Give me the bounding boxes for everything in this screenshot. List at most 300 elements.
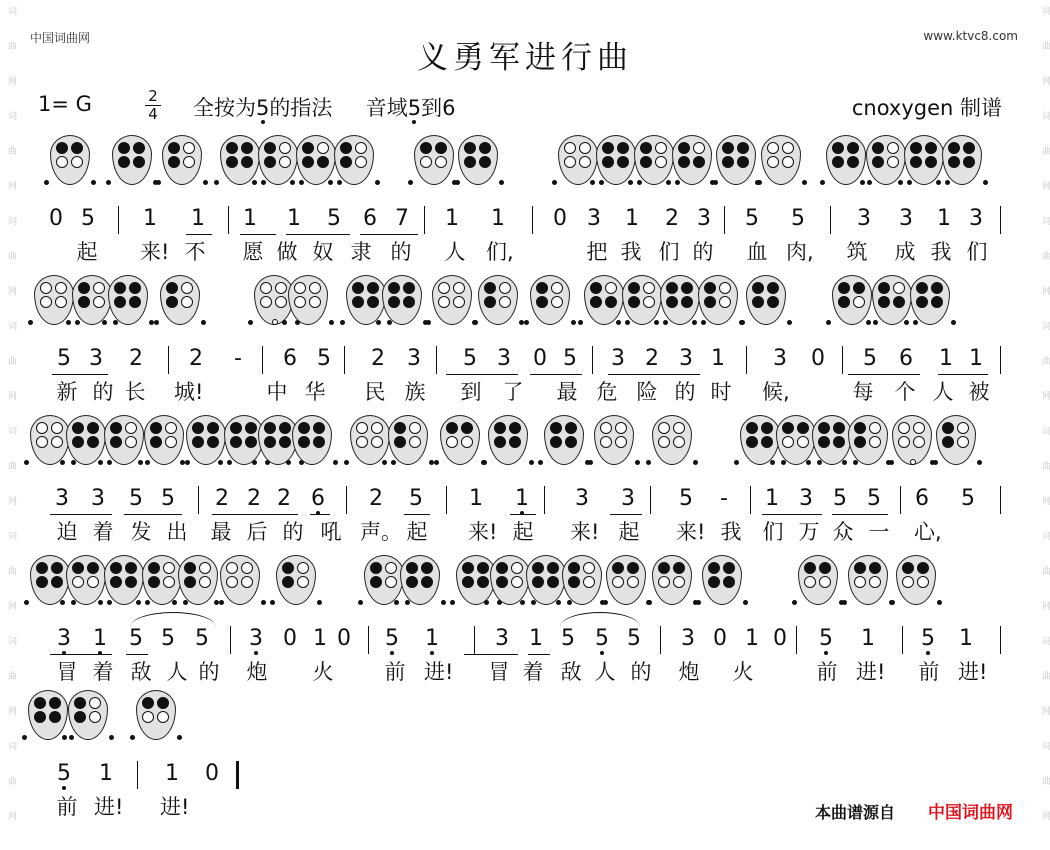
lyric: 的 [674,380,696,404]
bar-line [262,346,263,374]
lyric: 的 [282,520,304,544]
ocarina-hole [853,296,865,308]
thumb-hole-dot [452,180,457,185]
note: 5 [791,206,805,231]
note: 3 [799,486,813,511]
watermark-char: 网 [6,391,16,400]
watermark-char: 网 [6,286,16,295]
lyric: 长 [124,380,146,404]
thumb-hole-dot [734,460,739,465]
ocarina-hole [673,422,685,434]
lyric: 血 [746,240,768,264]
ocarina-fingering-icon [488,415,528,467]
ocarina-hole [536,282,548,294]
ocarina-hole [275,282,287,294]
ocarina-hole [114,282,126,294]
ocarina-hole [181,296,193,308]
ocarina-hole [547,562,559,574]
ocarina-hole [847,156,859,168]
watermark-char: 曲 [6,671,16,680]
thumb-hole-dot [154,320,159,325]
ocarina-hole [356,436,368,448]
open-subhole [272,319,278,325]
ocarina-hole [942,422,954,434]
note: 5 [561,626,575,651]
thumb-hole-dot [177,735,182,740]
watermark-char: 网 [1040,286,1050,295]
ocarina-hole [704,296,716,308]
ocarina-hole [150,422,162,434]
watermark-char: 网 [6,706,16,715]
ocarina-hole [56,156,68,168]
thumb-holes [755,180,807,185]
thumb-holes [282,320,334,325]
ocarina-hole [150,436,162,448]
underline-beam [510,514,536,515]
thumb-hole-dot [261,600,266,605]
ocarina-hole [388,282,400,294]
thumb-hole-dot [693,460,698,465]
ocarina-hole [612,562,624,574]
ocarina-hole [118,142,130,154]
ocarina-hole [385,576,397,588]
ocarina-hole [110,562,122,574]
ocarina-hole [511,576,523,588]
lyric: 到 [460,380,482,404]
thumb-hole-dot [218,460,223,465]
fingering-row [0,555,1050,613]
thumb-hole-dot [524,320,529,325]
ocarina-hole [435,142,447,154]
ocarina-hole [547,576,559,588]
ocarina-hole [872,156,884,168]
ocarina-hole [893,296,905,308]
ocarina-hole [878,282,890,294]
ocarina-hole [340,156,352,168]
lyrics-row [0,659,1050,687]
thumb-hole-dot [787,320,792,325]
lyric: 着 [92,660,114,684]
thumb-hole-dot [426,320,431,325]
ocarina-hole [579,142,591,154]
note: 3 [497,346,511,371]
lyric: 的 [692,240,714,264]
underline-beam [126,654,148,655]
lyrics-row [0,379,1050,407]
watermark-char: 词 [1040,216,1050,225]
ocarina-hole [129,282,141,294]
ocarina-hole [114,296,126,308]
ocarina-hole [93,296,105,308]
watermark-char: 网 [1040,811,1050,820]
thumb-hole-dot [930,460,935,465]
lyric: 敌 [560,660,582,684]
thumb-hole-dot [98,600,103,605]
fingering-hint [193,92,456,122]
ocarina-hole [804,576,816,588]
ocarina-hole [302,156,314,168]
ocarina-hole [279,422,291,434]
ocarina-hole [148,576,160,588]
ocarina-hole [110,436,122,448]
thumb-holes [600,600,652,605]
ocarina-fingering-icon [848,555,888,607]
ocarina-hole [181,282,193,294]
ocarina-hole [110,422,122,434]
note: 5 [317,346,331,371]
underline-beam [530,374,582,375]
thumb-hole-dot [826,320,831,325]
ocarina-hole [420,142,432,154]
thumb-hole-dot [375,180,380,185]
note: 2 [371,346,385,371]
note: 5 [595,626,609,651]
ocarina-hole [371,422,383,434]
ocarina-hole [797,422,809,434]
ocarina-hole [496,562,508,574]
ocarina-hole [761,422,773,434]
note: 3 [773,346,787,371]
note: - [234,346,242,371]
ocarina-hole [628,296,640,308]
ocarina-hole [590,282,602,294]
watermark-char: 曲 [6,356,16,365]
ocarina-hole [163,562,175,574]
ocarina-hole [461,436,473,448]
ocarina-hole [484,296,496,308]
ocarina-hole [869,562,881,574]
thumb-hole-dot [482,460,487,465]
bar-line [746,346,747,374]
lyric: 前 [918,660,940,684]
ocarina-hole [34,697,46,709]
bar-line [137,761,138,789]
ocarina-hole [854,436,866,448]
ocarina-hole [719,282,731,294]
ocarina-hole [192,422,204,434]
ocarina-hole [184,576,196,588]
thumb-holes [376,320,428,325]
lyric: 人 [444,240,466,264]
ocarina-hole [767,282,779,294]
thumb-holes [692,320,744,325]
ocarina-hole [479,156,491,168]
ocarina-hole [446,436,458,448]
lyric: 起 [406,520,428,544]
ocarina-fingering-icon [848,415,888,467]
ocarina-hole [409,422,421,434]
ocarina-hole [579,156,591,168]
note: 5 [129,626,143,651]
ocarina-hole [421,562,433,574]
ocarina-hole [627,576,639,588]
lyric: 最 [210,520,232,544]
ocarina-hole [207,436,219,448]
ocarina-hole [403,296,415,308]
bar-line [236,761,239,789]
time-signature-bottom: 4 [148,105,158,123]
ocarina-hole [568,562,580,574]
lyric: 们 [966,240,988,264]
lyric: 做 [276,240,298,264]
watermark-char: 曲 [6,251,16,260]
ocarina-hole [746,422,758,434]
lyric: 了 [502,380,524,404]
ocarina-hole [643,296,655,308]
ocarina-hole [93,282,105,294]
ocarina-hole [55,296,67,308]
bar-line [1000,346,1001,374]
thumb-hole-dot [743,600,748,605]
note: 3 [969,206,983,231]
fingering-hint-text: 全按为 [193,96,256,120]
thumb-hole-dot [666,180,671,185]
ocarina-hole [297,576,309,588]
lyric: 肉, [786,240,814,264]
ocarina-fingering-icon [136,690,176,742]
ocarina-hole [241,142,253,154]
note: 5 [679,486,693,511]
ocarina-hole [681,282,693,294]
ocarina-hole [722,142,734,154]
thumb-hole-dot [214,180,219,185]
ocarina-hole [761,436,773,448]
ocarina-hole [509,436,521,448]
ocarina-hole [708,576,720,588]
ocarina-fingering-icon [400,555,440,607]
note: 1 [313,626,327,651]
ocarina-fingering-icon [50,135,90,187]
note: 2 [215,486,229,511]
ocarina-hole [499,296,511,308]
ocarina-hole [435,156,447,168]
watermark-char: 网 [6,601,16,610]
lyrics-row [0,239,1050,267]
ocarina-hole [869,576,881,588]
ocarina-hole [931,296,943,308]
thumb-hole-dot [62,735,67,740]
ocarina-hole [602,142,614,154]
note: 1 [515,486,529,511]
lyric: 来! [468,520,498,544]
note: 3 [899,206,913,231]
ocarina-hole [479,142,491,154]
watermark-char: 曲 [1040,41,1050,50]
thumb-hole-dot [842,460,847,465]
thumb-holes [452,180,504,185]
thumb-hole-dot [842,600,847,605]
ocarina-hole [125,436,137,448]
watermark-char: 词 [6,426,16,435]
ocarina-hole [832,142,844,154]
ocarina-fingering-icon [144,415,184,467]
thumb-holes [930,460,982,465]
note: 5 [161,486,175,511]
watermark-char: 词 [6,111,16,120]
ocarina-hole [142,711,154,723]
thumb-hole-dot [286,460,291,465]
ocarina-hole [241,156,253,168]
thumb-holes [382,460,434,465]
thumb-hole-dot [138,460,143,465]
thumb-hole-dot [755,180,760,185]
source-site: 中国词曲网 [928,803,1013,823]
ocarina-hole [704,282,716,294]
ocarina-hole [78,296,90,308]
ocarina-hole [125,576,137,588]
ocarina-hole [421,576,433,588]
ocarina-hole [438,282,450,294]
watermark-char: 词 [1040,321,1050,330]
lyric: 的 [92,380,114,404]
fingering-row [0,415,1050,473]
thumb-holes [646,460,698,465]
ocarina-hole [565,436,577,448]
ocarina-hole [615,422,627,434]
thumb-hole-dot [792,600,797,605]
lyric: 出 [166,520,188,544]
bar-line [900,486,901,514]
ocarina-fingering-icon [382,275,422,327]
thumb-holes [156,180,208,185]
note: 1 [143,206,157,231]
ocarina-hole [51,422,63,434]
ocarina-hole [602,156,614,168]
ocarina-fingering-icon [112,135,152,187]
thumb-hole-dot [820,180,825,185]
ocarina-hole [245,422,257,434]
bar-line [344,346,345,374]
ocarina-hole [878,296,890,308]
watermark-char: 曲 [6,146,16,155]
ocarina-hole [496,576,508,588]
underline-beam [310,514,330,515]
ocarina-hole [532,576,544,588]
note: 1 [529,626,543,651]
lyric: 候, [762,380,790,404]
lyric: 们, [486,240,514,264]
ocarina-hole [902,576,914,588]
watermark-char: 词 [6,6,16,15]
ocarina-hole [655,156,667,168]
bar-line [650,486,651,514]
ocarina-hole [666,296,678,308]
thumb-hole-dot [616,320,621,325]
note: 1 [93,626,107,651]
ocarina-hole [87,436,99,448]
thumb-hole-dot [450,600,455,605]
watermark-char: 词 [1040,426,1050,435]
ocarina-hole [183,156,195,168]
note: 3 [249,626,263,651]
thumb-holes [434,460,486,465]
ocarina-hole [640,156,652,168]
ocarina-hole [40,296,52,308]
lyric: 隶 [350,240,372,264]
ocarina-fingering-icon [702,555,742,607]
ocarina-hole [600,422,612,434]
ocarina-hole [230,422,242,434]
lyrics-row [0,519,1050,547]
ocarina-fingering-icon [761,135,801,187]
lyric: 进! [160,795,190,819]
ocarina-hole [838,282,850,294]
note: 2 [277,486,291,511]
thumb-hole-dot [22,735,27,740]
ocarina-hole [767,156,779,168]
note: 5 [627,626,641,651]
note: 5 [161,626,175,651]
ocarina-fingering-icon [544,415,584,467]
thumb-hole-dot [102,320,107,325]
thumb-hole-dot [710,180,715,185]
ocarina-fingering-icon [672,135,712,187]
ocarina-hole [157,697,169,709]
ocarina-hole [910,156,922,168]
watermark-char: 曲 [6,461,16,470]
ocarina-hole [298,422,310,434]
note: 6 [899,346,913,371]
bar-line [168,346,169,374]
thumb-hole-dot [499,180,504,185]
underline-beam [464,654,518,655]
thumb-hole-dot [180,460,185,465]
lyric: 奴 [312,240,334,264]
ocarina-hole [536,296,548,308]
watermark-char: 曲 [6,41,16,50]
thumb-hole-dot [886,460,891,465]
notation-row [0,206,1050,236]
underline-beam [186,234,212,235]
thumb-hole-dot [106,180,111,185]
watermark-char: 词 [1040,6,1050,15]
watermark-char: 曲 [1040,461,1050,470]
bar-line [230,626,231,654]
ocarina-hole [309,296,321,308]
ocarina-fingering-icon [160,275,200,327]
note: 1 [287,206,301,231]
ocarina-hole [264,142,276,154]
thumb-hole-dot [977,460,982,465]
ocarina-hole [118,156,130,168]
ocarina-fingering-icon [288,275,328,327]
note: 5 [867,486,881,511]
ocarina-hole [600,436,612,448]
watermark-char: 网 [1040,76,1050,85]
bar-line [118,206,119,234]
note: 2 [665,206,679,231]
thumb-hole-dot [866,320,871,325]
note: 1 [469,486,483,511]
lyric: 炮 [246,660,268,684]
underline-beam [762,514,822,515]
ocarina-hole [898,422,910,434]
thumb-hole-dot [98,460,103,465]
watermark-char: 词 [1040,111,1050,120]
ocarina-hole [279,436,291,448]
note: 1 [243,206,257,231]
thumb-hole-dot [696,600,701,605]
ocarina-hole [666,282,678,294]
ocarina-hole [590,296,602,308]
underline-beam [528,654,550,655]
ocarina-fingering-icon [562,555,602,607]
ocarina-hole [163,576,175,588]
ocarina-hole [681,296,693,308]
ocarina-hole [551,296,563,308]
thumb-hole-dot [520,600,525,605]
score-maker: cnoxygen 制谱 [851,96,1002,120]
